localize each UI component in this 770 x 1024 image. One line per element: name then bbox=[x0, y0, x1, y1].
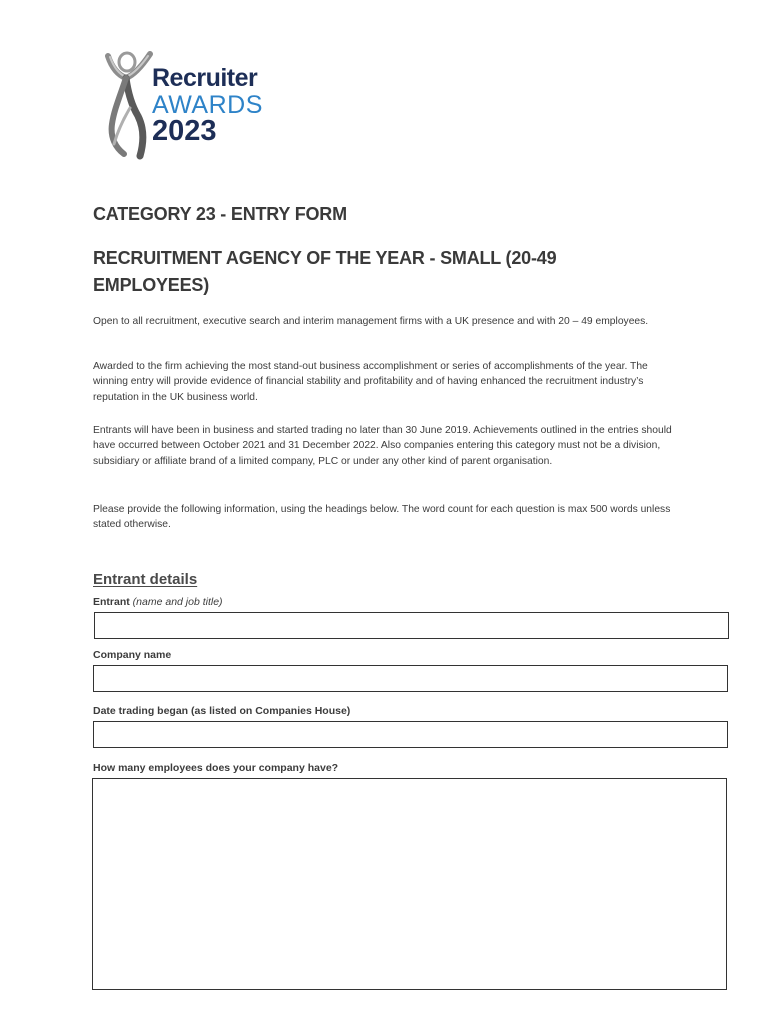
date-trading-label: Date trading began (as listed on Companies House) bbox=[93, 705, 351, 717]
award-title: RECRUITMENT AGENCY OF THE YEAR - SMALL (20-49 EMPLOYEES) bbox=[93, 248, 557, 295]
entrant-label bbox=[93, 596, 223, 608]
entrant-input[interactable] bbox=[94, 612, 729, 639]
entry-criteria-paragraph: Entrants will have been in business and started trading no later than 30 June 2019. Achievements outlined in the entries should have occurred between October 2021 and 31 December 2022. Also companies entering this category must not be a division, subsidiary or affiliate brand of a limited company, PLC or under any other kind of parent organisation. bbox=[93, 425, 672, 467]
instructions-paragraph: Please provide the following information, using the headings below. The word count for each question is max 500 words unless stated otherwise. bbox=[93, 504, 671, 531]
entrant-label-hint: (name and job title) bbox=[132, 596, 223, 608]
logo-year: 2023 bbox=[152, 115, 217, 147]
logo-word-recruiter: Recruiter bbox=[152, 64, 258, 92]
company-name-input[interactable] bbox=[93, 665, 728, 692]
entrant-label-text: Entrant bbox=[93, 596, 130, 608]
logo-word-awards: AWARDS bbox=[152, 91, 263, 119]
eligibility-paragraph: Open to all recruitment, executive search and interim management firms with a UK presence and with 20 – 49 employees. bbox=[93, 316, 649, 327]
employee-count-textarea[interactable] bbox=[92, 778, 727, 990]
company-name-label: Company name bbox=[93, 649, 172, 661]
award-description-paragraph: Awarded to the firm achieving the most stand-out business accomplishment or series of accomplishments of the year. The winning entry will provide evidence of financial stability and profitability and of having enhanced the recruitment industry’s reputation in the UK business world. bbox=[93, 361, 648, 403]
section-title-entrant-details: Entrant details bbox=[93, 571, 198, 588]
category-heading: CATEGORY 23 - ENTRY FORM bbox=[93, 204, 347, 224]
employee-count-label: How many employees does your company have? bbox=[93, 762, 339, 774]
recruiter-awards-logo bbox=[100, 48, 290, 160]
trophy-figure-icon bbox=[100, 48, 160, 160]
date-trading-input[interactable] bbox=[93, 721, 728, 748]
